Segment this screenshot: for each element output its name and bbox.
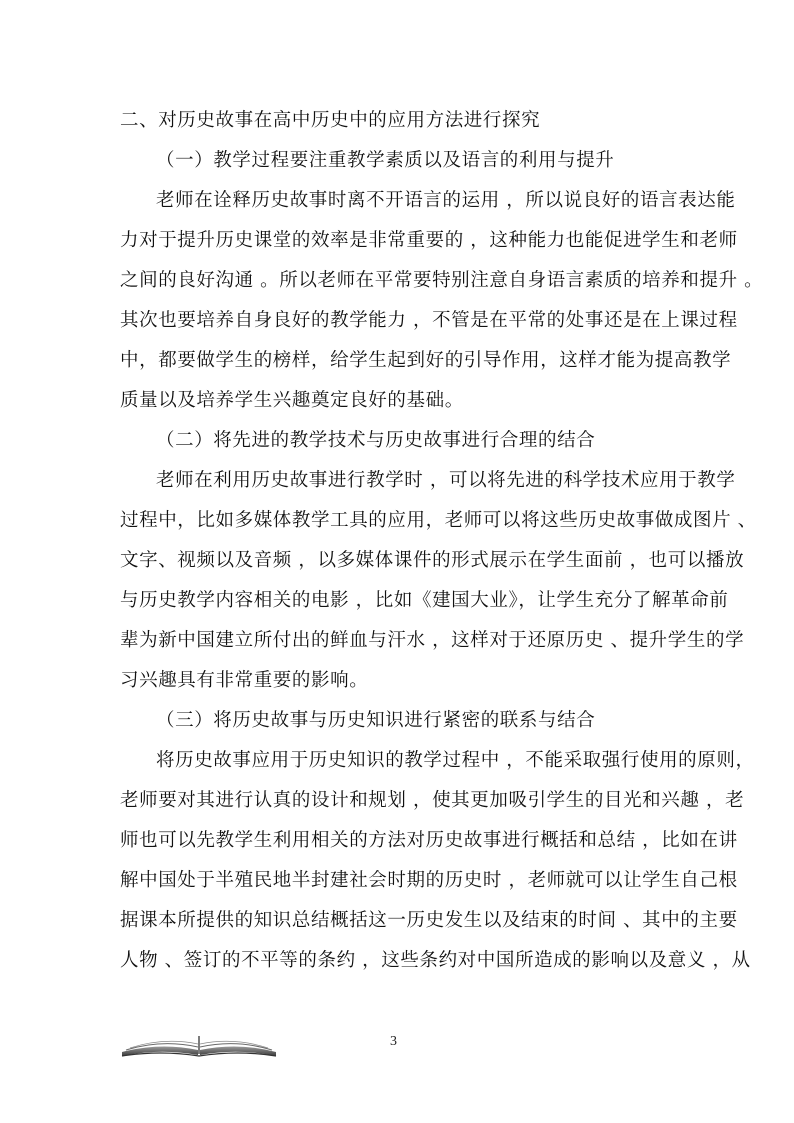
paragraph-line: 之间的良好沟通 。所以老师在平常要特别注意自身语言素质的培养和提升 。 [120,270,764,291]
paragraph-line: 辈为新中国建立所付出的鲜血与汗水 ，这样对于还原历史 、提升学生的学 [120,630,745,651]
subsection-heading-3: （三）将历史故事与历史知识进行紧密的联系与结合 [156,710,596,731]
paragraph-line: 老师在诠释历史故事时离不开语言的运用 ，所以说良好的语言表达能 [156,190,736,211]
paragraph-line: 其次也要培养自身良好的教学能力 ，不管是在平常的处事还是在上课过程 [120,310,738,331]
paragraph-line: 与历史教学内容相关的电影 ，比如《建国大业》，让学生充分了解革命前 [120,590,729,611]
paragraph-line: 老师在利用历史故事进行教学时 ，可以将先进的科学技术应用于教学 [156,470,736,491]
section-heading: 二、对历史故事在高中历史中的应用方法进行探究 [120,110,541,131]
paragraph-line: 中，都要做学生的榜样，给学生起到好的引导作用，这样才能为提高教学 [120,350,732,371]
paragraph-line: 力对于提升历史课堂的效率是非常重要的 ，这种能力也能促进学生和老师 [120,230,738,251]
paragraph-line: 文字、视频以及音频 ，以多媒体课件的形式展示在学生面前 ，也可以播放 [120,550,745,571]
paragraph-line: 过程中，比如多媒体教学工具的应用，老师可以将这些历史故事做成图片 、 [120,510,757,531]
paragraph-line: 据课本所提供的知识总结概括这一历史发生以及结束的时间 、其中的主要 [120,910,738,931]
page-number: 3 [390,1034,397,1049]
paragraph-line: 解中国处于半殖民地半封建社会时期的历史时 ，老师就可以让学生自己根 [120,870,738,891]
paragraph-line: 人物 、签订的不平等的条约 ，这些条约对中国所造成的影响以及意义 ，从 [120,950,751,971]
subsection-heading-1: （一）教学过程要注重教学素质以及语言的利用与提升 [156,150,615,171]
paragraph-line: 老师要对其进行认真的设计和规划 ，使其更加吸引学生的目光和兴趣 ，老 [120,790,745,811]
subsection-heading-2: （二）将先进的教学技术与历史故事进行合理的结合 [156,430,596,451]
paragraph-line: 师也可以先教学生利用相关的方法对历史故事进行概括和总结 ，比如在讲 [120,830,738,851]
paragraph-line: 习兴趣具有非常重要的影响。 [120,670,369,691]
paragraph-line: 将历史故事应用于历史知识的教学过程中 ，不能采取强行使用的原则， [156,750,755,771]
paragraph-line: 质量以及培养学生兴趣奠定良好的基础。 [120,390,464,411]
open-book-icon [120,1030,278,1058]
